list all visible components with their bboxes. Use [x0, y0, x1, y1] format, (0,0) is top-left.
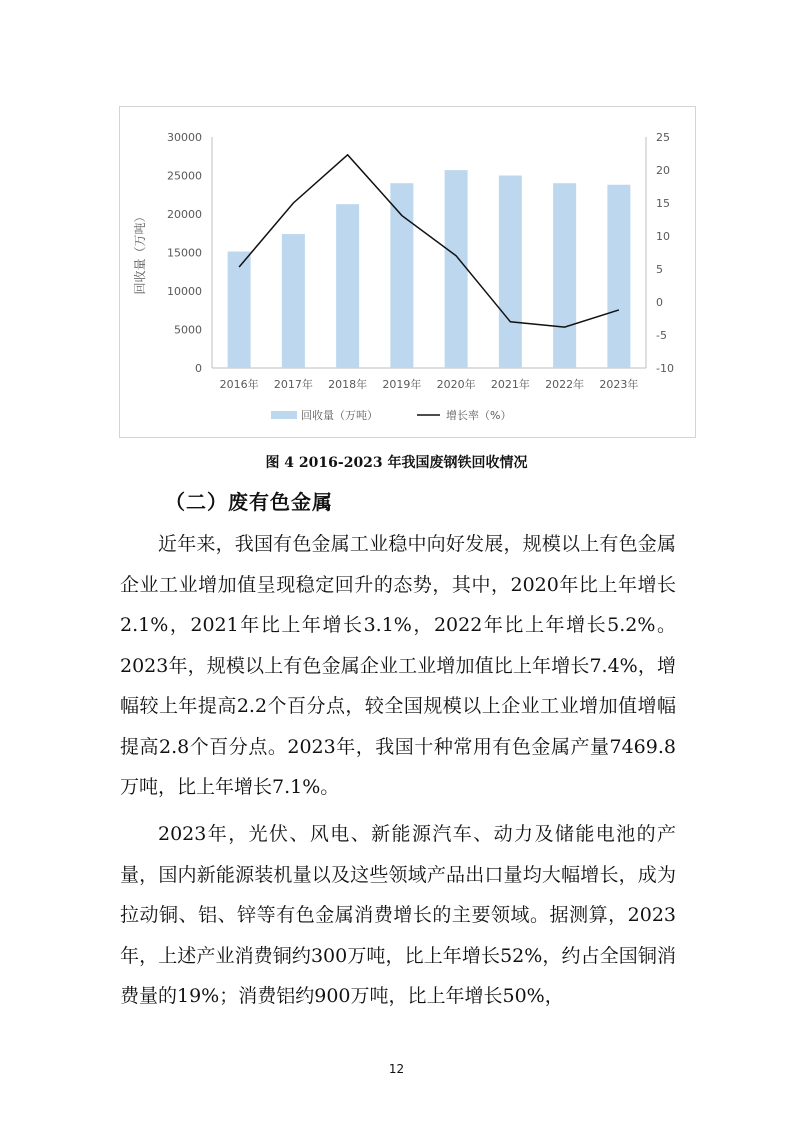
y-tick-label: 10000: [167, 285, 202, 298]
y2-tick-label: 10: [656, 230, 670, 243]
legend-swatch-bar: [271, 411, 297, 419]
legend-label-line: 增长率（%）: [446, 409, 512, 422]
x-tick-label: 2021年: [490, 378, 530, 391]
y-tick-label: 15000: [167, 246, 202, 260]
bar-2020年: [445, 170, 468, 368]
scrap-steel-recycling-chart: [120, 107, 697, 439]
y2-tick-label: 20: [656, 164, 670, 177]
section-heading: （二）废有色金属: [165, 490, 333, 514]
figure-caption: 图 4 2016-2023 年我国废钢铁回收情况: [265, 455, 528, 471]
y-tick-label: 25000: [167, 169, 202, 183]
x-tick-label: 2019年: [382, 378, 422, 391]
bar-2019年: [390, 183, 413, 368]
bar-2021年: [499, 176, 522, 369]
x-tick-label: 2020年: [436, 378, 476, 391]
y2-tick-label: 25: [656, 131, 670, 144]
bar-2022年: [553, 183, 576, 368]
y2-tick-label: 0: [656, 296, 663, 309]
bar-2018年: [336, 204, 359, 368]
x-tick-label: 2022年: [545, 378, 585, 391]
bar-2016年: [228, 251, 251, 368]
paragraph-2: 2023年，光伏、风电、新能源汽车、动力及储能电池的产量，国内新能源装机量以及这些领域产品出口量均大幅增长，成为拉动铜、铝、锌等有色金属消费增长的主要领域。据测算，2023年，上述产业消费铜约300万吨，比上年增长52%，约占全国铜消费量的19%；消费铝约900万吨，比上年增长50%，: [120, 823, 676, 1007]
y-tick-label: 20000: [167, 208, 202, 221]
x-tick-label: 2023年: [599, 378, 639, 391]
bar-2017年: [282, 234, 305, 368]
chart-frame: [119, 106, 696, 438]
y2-tick-label: 5: [656, 263, 663, 276]
page-number: 12: [388, 1062, 405, 1076]
paragraph-1: 近年来，我国有色金属工业稳中向好发展，规模以上有色金属企业工业增加值呈现稳定回升的态势，其中，2020年比上年增长2.1%，2021年比上年增长3.1%，2022年比上年增长5.2%。2023年，规模以上有色金属企业工业增加值比上年增长7.4%，增幅较上年提高2.2个百分点，较全国规模以上企业工业增加值增幅提高2.8个百分点。2023年，我国十种常用有色金属产量7469.8万吨，比上年增长7.1%。: [120, 533, 676, 798]
y-tick-label: 30000: [167, 131, 202, 144]
y-tick-label: 5000: [174, 323, 202, 337]
y2-tick-label: -10: [656, 362, 674, 375]
x-tick-label: 2018年: [328, 378, 368, 391]
y-axis-label: 回收量（万吨）: [133, 210, 147, 295]
x-tick-label: 2016年: [219, 378, 259, 391]
x-tick-label: 2017年: [273, 378, 313, 391]
bar-2023年: [607, 185, 630, 368]
legend-label-bar: 回收量（万吨）: [301, 409, 378, 422]
y2-tick-label: 15: [656, 197, 670, 210]
y2-tick-label: -5: [656, 329, 667, 342]
y-tick-label: 0: [195, 362, 202, 375]
